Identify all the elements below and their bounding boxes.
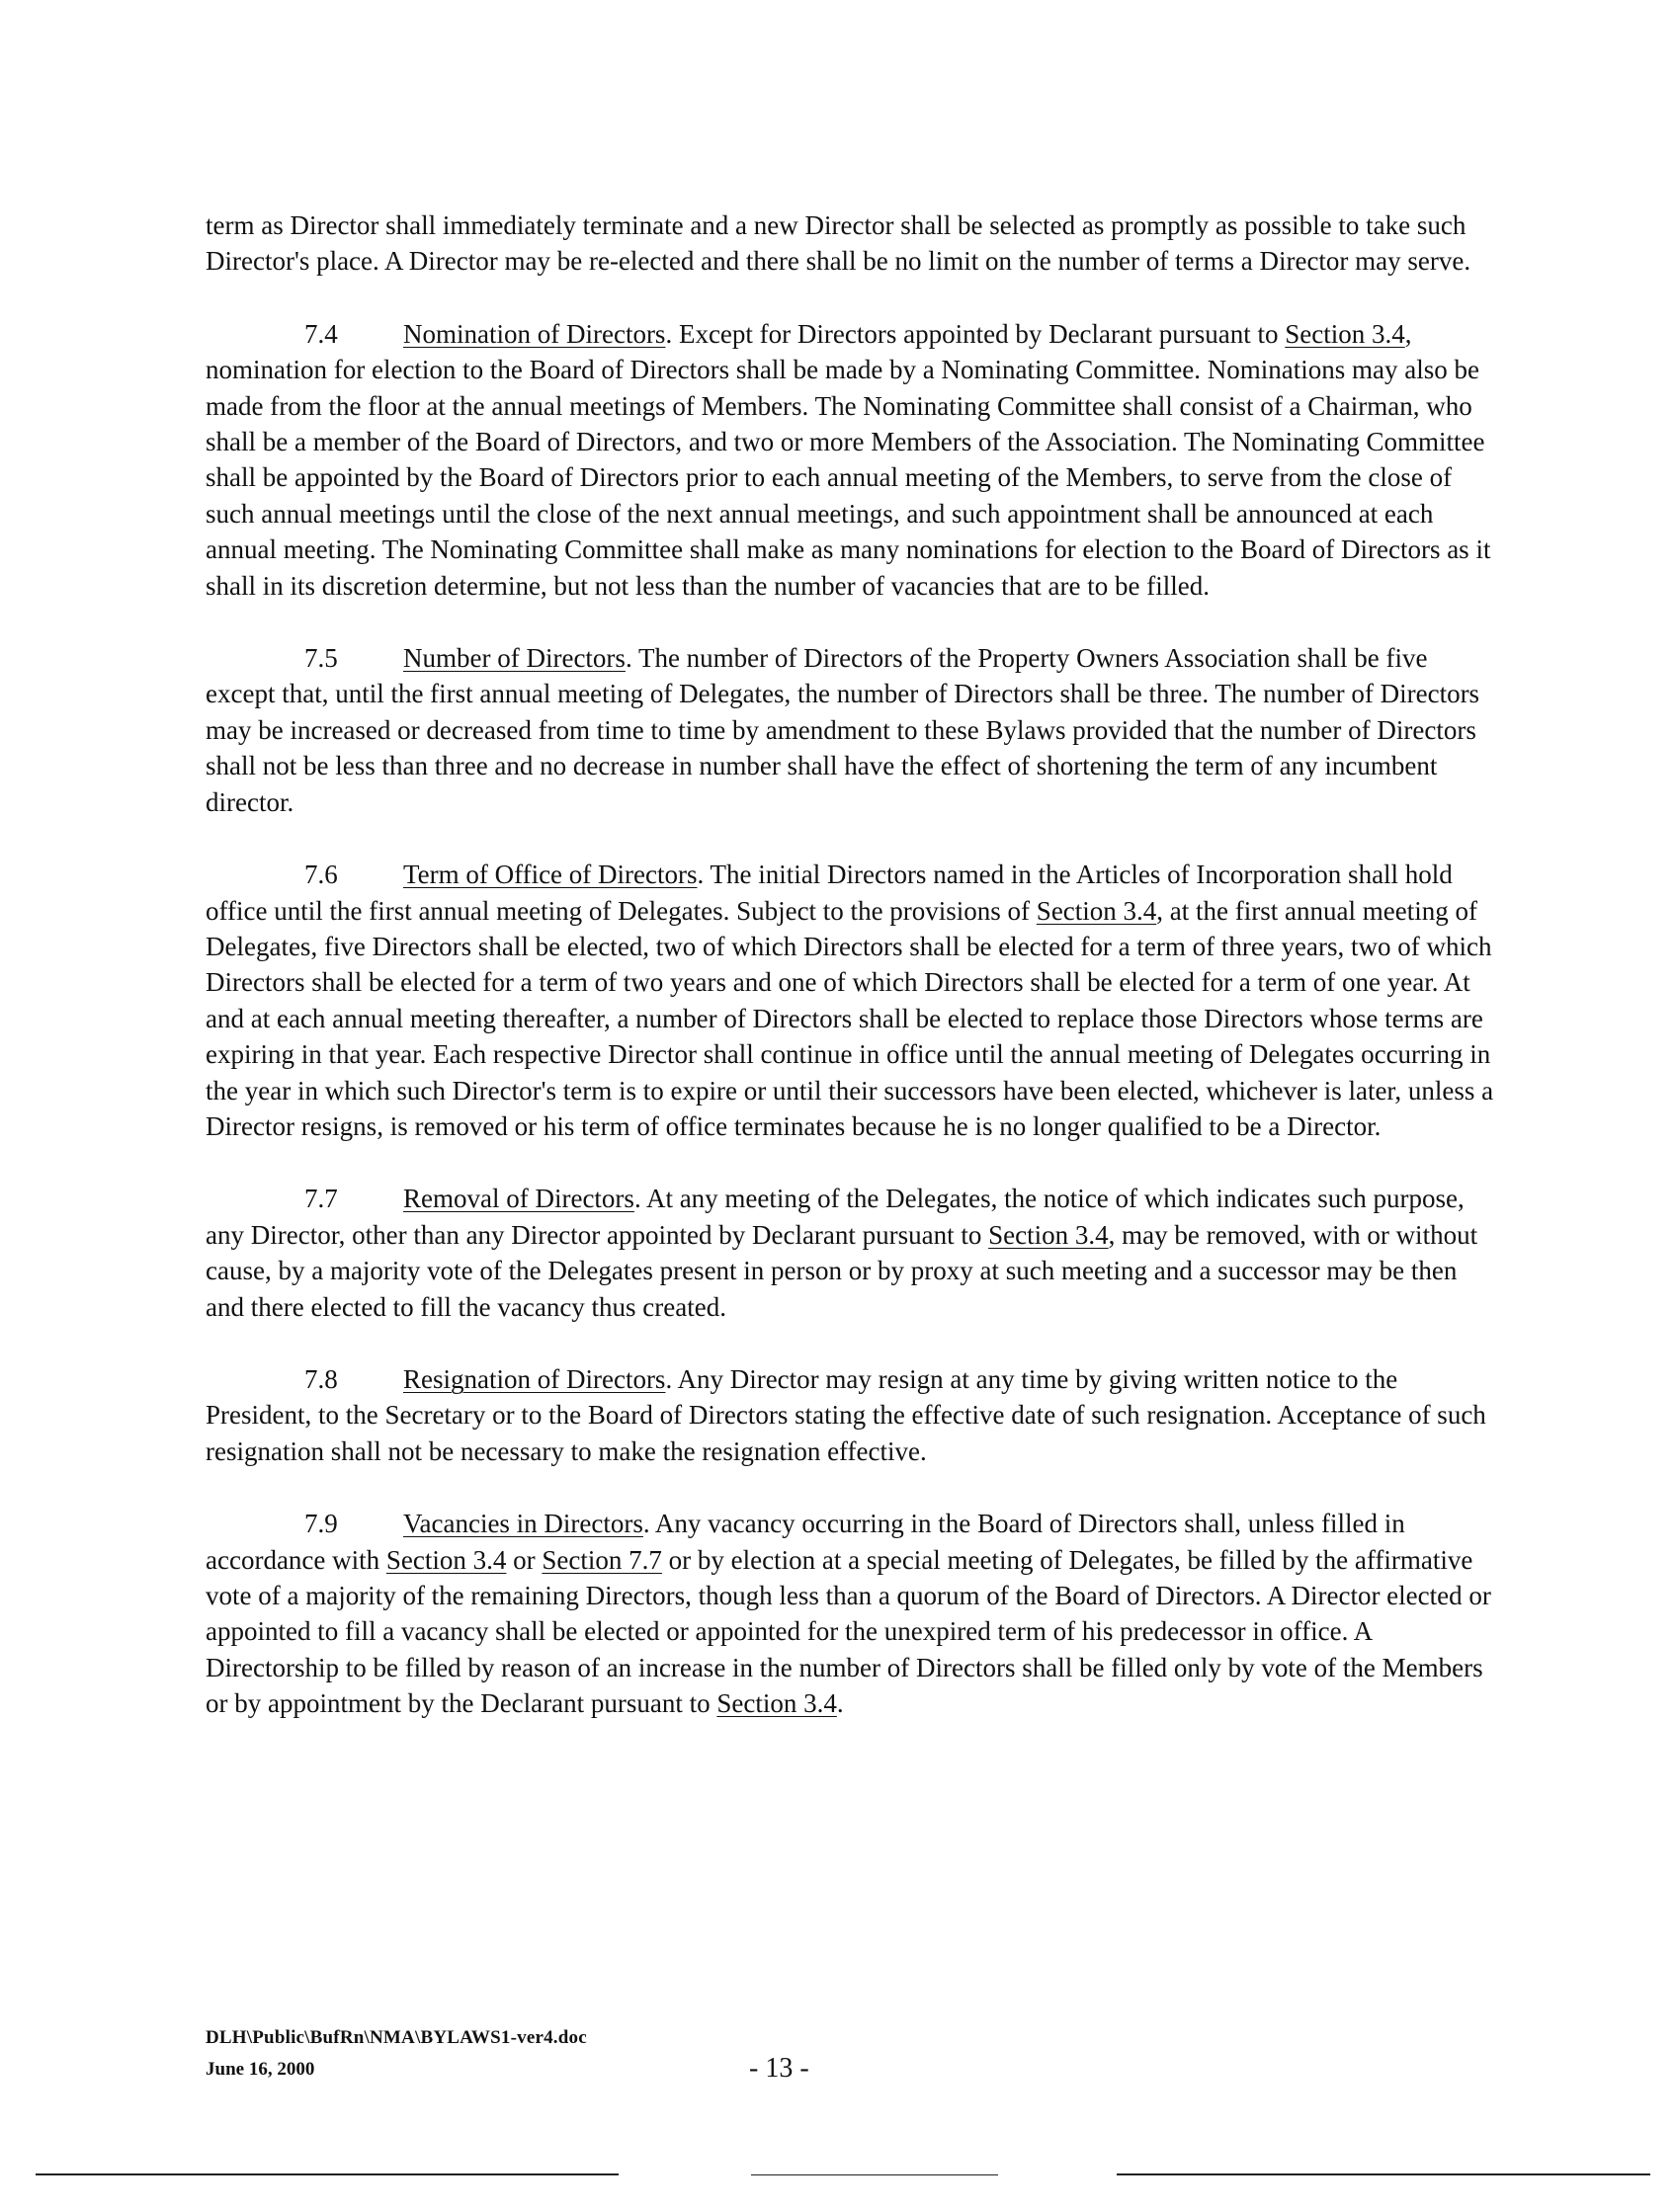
paragraph-text: . Any Director may resign at any time by giving written notice to the President, to the Secretary or to the Board of Directors stating the effective date of such resignation. Acceptance of such resignation shall not be necessary to make the resignation effective.	[206, 1363, 1486, 1466]
section-number: 7.8	[304, 1363, 338, 1394]
section-paragraph-s7-5	[206, 640, 1500, 820]
section-heading: Number of Directors	[403, 643, 626, 674]
section-paragraph-s7-9	[206, 1506, 1500, 1721]
section-paragraph-s7-8	[206, 1361, 1500, 1469]
paragraph-text: term as Director shall immediately terminate and a new Director shall be selected as promptly as possible to take such Director's place. A Director may be re-elected and there shall be no limit on the number of terms a Director may serve.	[206, 210, 1471, 277]
bottom-rule-right	[1117, 2173, 1650, 2175]
paragraph-text: . The initial Directors named in the Articles of Incorporation shall hold office until the first annual meeting of Delegates. Subject to the provisions of	[206, 860, 1453, 926]
document-body	[206, 207, 1500, 1759]
section-paragraph-s7-7	[206, 1181, 1500, 1325]
paragraph-text: .	[836, 1688, 844, 1719]
section-heading: Removal of Directors	[403, 1184, 634, 1214]
paragraph-text: or by election at a special meeting of Delegates, be filled by the affirmative vote of a majority of the remaining Directors, though less than a quorum of the Board of Directors. A Director elected or appointed to fill a vacancy shall be elected or appointed for the unexpired term of his predecessor in office. A Directorship to be filled by reason of an increase in the number of Directors shall be filled only by vote of the Members or by appointment by the Declarant pursuant to	[206, 1544, 1491, 1719]
paragraph-text: . Any vacancy occurring in the Board of Directors shall, unless filled in accordance with	[206, 1509, 1405, 1575]
footer-date: June 16, 2000	[206, 2059, 315, 2080]
paragraph-text: , at the first annual meeting of Delegates, five Directors shall be elected, two of which Directors shall be elected for a term of three years, two of which Directors shall be elected for a term of two years and one of which Directors shall be elected for a term of one year. At and at each annual meeting thereafter, a number of Directors shall be elected to replace those Directors whose terms are expiring in that year. Each respective Director shall continue in office until the annual meeting of Delegates occurring in the year in which such Director's term is to expire or until their successors have been elected, whichever is later, unless a Director resigns, is removed or his term of office terminates because he is no longer qualified to be a Director.	[206, 895, 1494, 1141]
section-reference: Section 3.4	[716, 1688, 837, 1719]
section-paragraph-s7-6	[206, 857, 1500, 1144]
section-number: 7.6	[304, 860, 338, 890]
bottom-rule-middle	[751, 2174, 998, 2175]
section-heading: Nomination of Directors	[403, 318, 666, 349]
section-reference: Section 3.4	[1285, 318, 1405, 349]
section-paragraph-s7-4	[206, 316, 1500, 604]
section-number: 7.7	[304, 1184, 338, 1214]
section-number: 7.4	[304, 318, 338, 349]
page-number: - 13 -	[749, 2053, 809, 2084]
section-reference: Section 7.7	[542, 1544, 662, 1575]
footer-file-path: DLH\Public\BufRn\NMA\BYLAWS1-ver4.doc	[206, 2027, 587, 2048]
continued-paragraph	[206, 207, 1500, 280]
section-reference: Section 3.4	[385, 1544, 507, 1575]
section-heading: Vacancies in Directors	[403, 1509, 643, 1539]
section-number: 7.9	[304, 1509, 338, 1539]
paragraph-text: . At any meeting of the Delegates, the notice of which indicates such purpose, any Director, other than any Director appointed by Declarant pursuant to	[206, 1184, 1465, 1250]
page-footer	[206, 2027, 1500, 2087]
paragraph-text: , may be removed, with or without cause, by a majority vote of the Delegates present in person or by proxy at such meeting and a successor may be then and there elected to fill the vacancy thus created.	[206, 1219, 1478, 1322]
section-reference: Section 3.4	[1036, 895, 1157, 926]
paragraph-text: . The number of Directors of the Property Owners Association shall be five except that, until the first annual meeting of Delegates, the number of Directors shall be three. The number of Directors may be increased or decreased from time to time by amendment to these Bylaws provided that the number of Directors shall not be less than three and no decrease in number shall have the effect of shortening the term of any incumbent director.	[206, 643, 1480, 817]
paragraph-text: or	[506, 1544, 543, 1575]
section-heading: Resignation of Directors	[403, 1363, 666, 1394]
paragraph-text: . Except for Directors appointed by Declarant pursuant to	[665, 318, 1286, 349]
section-reference: Section 3.4	[988, 1219, 1109, 1250]
section-heading: Term of Office of Directors	[403, 860, 698, 890]
section-number: 7.5	[304, 643, 338, 674]
bottom-rule-left	[36, 2173, 619, 2175]
paragraph-text: , nomination for election to the Board of Directors shall be made by a Nominating Committee. Nominations may also be made from the floor at the annual meetings of Members. The Nominating Committee shall consist of a Chairman, who shall be a member of the Board of Directors, and two or more Members of the Association. The Nominating Committee shall be appointed by the Board of Directors prior to each annual meeting of the Members, to serve from the close of such annual meetings until the close of the next annual meetings, and such appointment shall be announced at each annual meeting. The Nominating Committee shall make as many nominations for election to the Board of Directors as it shall in its discretion determine, but not less than the number of vacancies that are to be filled.	[206, 318, 1491, 601]
